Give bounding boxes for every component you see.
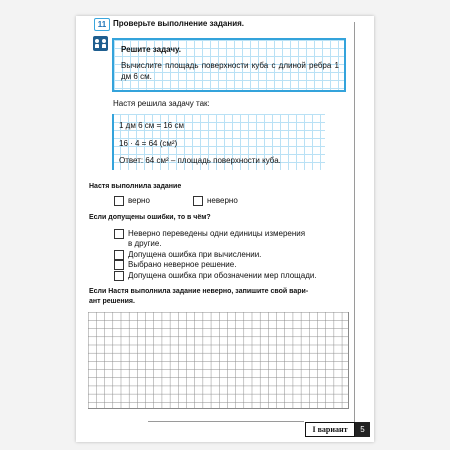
option-calc-error-label: Допущена ошибка при вычислении.	[128, 250, 262, 259]
problem-box	[112, 38, 346, 92]
option-correct-label: верно	[128, 196, 150, 205]
question-3-label: Если Настя выполнила задание неверно, запишите свой вари-	[89, 288, 309, 295]
problem-heading: Решите задачу.	[121, 45, 182, 54]
question-2-label: Если допущены ошибки, то в чём?	[89, 214, 211, 221]
solution-line: 16 · 4 = 64 (см²)	[119, 139, 178, 148]
option-incorrect-label: неверно	[207, 196, 238, 205]
task-title: Проверьте выполнение задания.	[113, 19, 245, 28]
checkbox-wrong-solution[interactable]	[114, 260, 124, 270]
solution-intro: Настя решила задачу так:	[113, 99, 210, 108]
option-units-error-label: Неверно переведены одни единицы измерения	[128, 229, 306, 238]
checkbox-correct[interactable]	[114, 196, 124, 206]
checkbox-area-units-error[interactable]	[114, 271, 124, 281]
answer-grid[interactable]	[88, 312, 349, 409]
question-3-label-cont: ант решения.	[89, 298, 135, 305]
page-number: 5	[355, 422, 370, 437]
footer-rule	[148, 421, 304, 422]
variant-label: I вариант	[305, 422, 355, 437]
option-area-units-error-label: Допущена ошибка при обозначении мер площади.	[128, 271, 317, 280]
solution-line: 1 дм 6 см = 16 см	[119, 121, 184, 130]
task-number-badge: 11	[94, 18, 110, 31]
checkbox-incorrect[interactable]	[193, 196, 203, 206]
checkbox-calc-error[interactable]	[114, 250, 124, 260]
solution-box	[112, 114, 325, 170]
solution-line: Ответ: 64 см² – площадь поверхности куба.	[119, 156, 281, 165]
solution-accent-bar	[112, 114, 114, 170]
margin-rule	[354, 22, 355, 422]
question-1-label: Настя выполнила задание	[89, 183, 182, 190]
problem-text: Вычислите площадь поверхности куба с длиной ребра 1 дм 6 см.	[121, 61, 339, 81]
option-wrong-solution-label: Выбрано неверное решение.	[128, 260, 237, 269]
option-units-error-label-cont: в другие.	[128, 239, 162, 248]
group-work-icon	[93, 36, 108, 51]
checkbox-units-error[interactable]	[114, 229, 124, 239]
